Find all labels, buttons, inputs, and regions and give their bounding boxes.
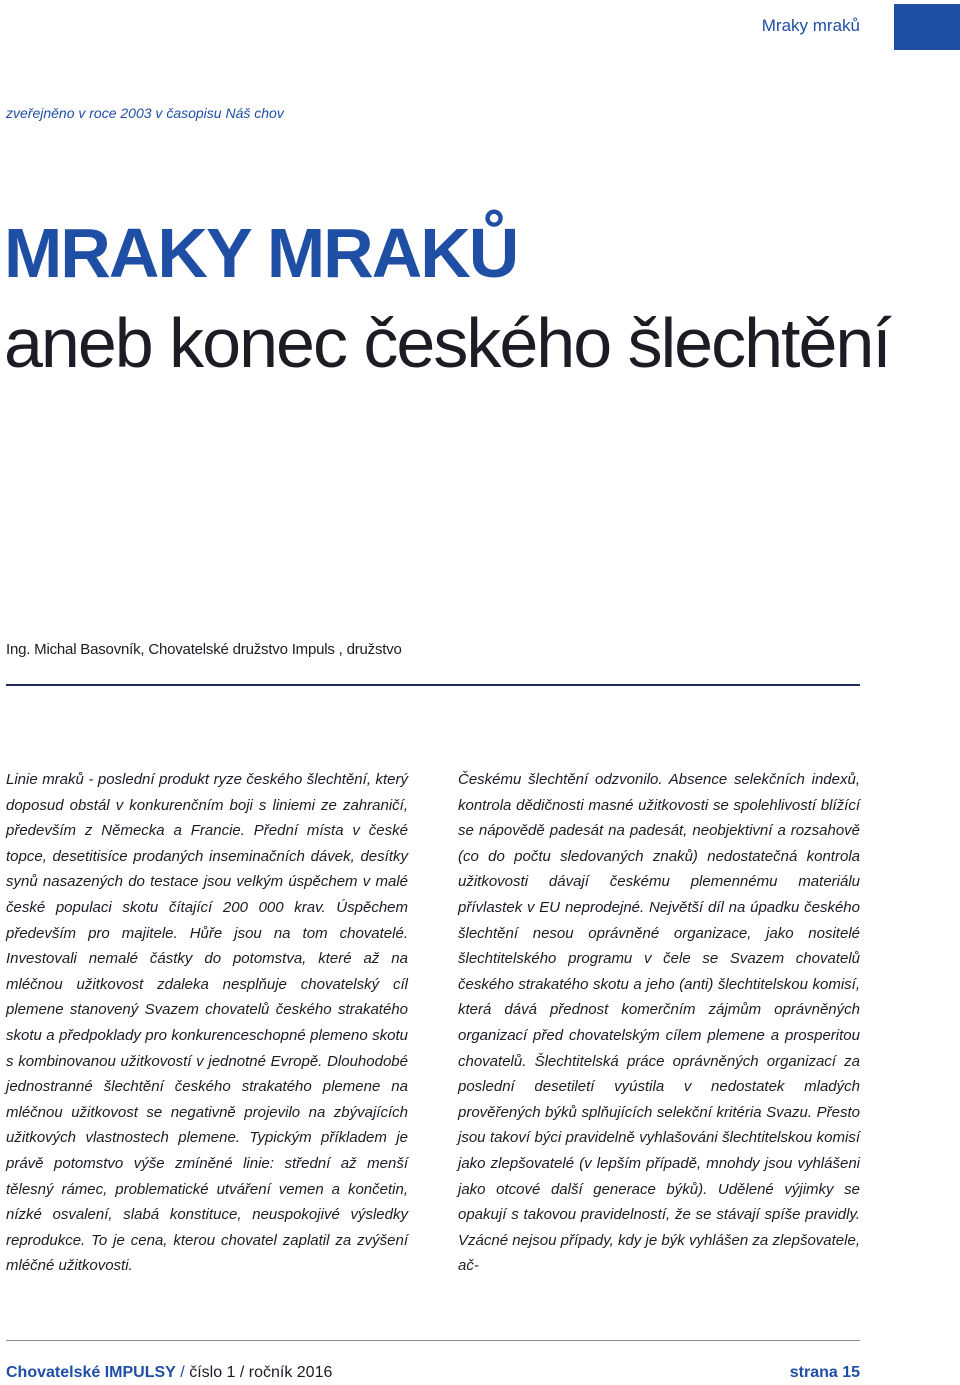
author-line: Ing. Michal Basovník, Chovatelské družstvo Impuls , družstvo (6, 641, 402, 658)
footer-separator: / (180, 1364, 185, 1381)
running-title: Mraky mraků (761, 16, 860, 35)
column-left-text: Linie mraků - poslední produkt ryze českého šlechtění, který doposud obstál v konkurenčním boji s liniemi ze zahraničí, především z Německa a Francie. Přední místa v české topce, desetitisíce prodaných inseminačních dávek, desítky synů nasazených do testace jsou velkým úspěchem v malé české populaci skotu čítající 200 000 krav. Úspěchem především pro majitele. Hůře jsou na tom chovatelé. Investovali nemalé částky do potomstva, které až na mléčnou užitkovost zdaleka nesplňuje chovatelský cíl plemene stanovený Svazem chovatelů českého strakatého skotu a předpoklady pro konkurenceschopné plemeno skotu s kombinovanou užitkovostí v jednotné Evropě. Dlouhodobé jednostranné šlechtění českého strakatého plemene na mléčnou užitkovost se negativně projevilo na zbývajících užitkových vlastnostech plemene. Typickým příkladem je právě potomstvo výše zmíněné linie: střední až menší tělesný rámec, problematické utváření vemen a končetin, nízké osvalení, slabá konstituce, neuspokojivé výsledky reprodukce. To je cena, kterou chovatel zaplatil za zvýšení mléčné užitkovosti. (6, 771, 408, 1275)
title-line-1: MRAKY MRAKŮ (4, 214, 518, 292)
header-accent-block (894, 4, 960, 50)
divider (6, 684, 860, 686)
footer-magazine-info (6, 1364, 332, 1382)
column-left (6, 767, 408, 1279)
column-right (458, 767, 860, 1279)
title-line-2: aneb konec českého šlechtění (4, 304, 890, 382)
issue-info: číslo 1 / ročník 2016 (189, 1364, 333, 1381)
column-right-text: Českému šlechtění odzvonilo. Absence selekčních indexů, kontrola dědičnosti masné užitkovosti se spolehlivostí blížící se nápovědě padesát na padesát, neobjektivní a rozsahově (co do počtu sledovaných znaků) nedostatečná kontrola užitkovosti dávají českému plemennému materiálu přívlastek v EU neprodejné. Největší díl na úpadku českého šlechtění nesou oprávněné organizace, jako nositelé šlechtitelského programu v čele se Svazem chovatelů českého strakatého skotu a jeho (anti) šlechtitelskou komisí, která dává přednost komerčním zájmům oprávněných organizací před chovatelským cílem plemene a prosperitou chovatelů. Šlechtitelská práce oprávněných organizací za poslední desetiletí vyústila v nedostatek mladých prověřených býků splňujících selekční kritéria Svazu. Přesto jsou takoví býci pravidelně vyhlašováni šlechtitelskou komisí jako zlepšovatelé (v lepším případě, mnohdy jsou vyhlášeni jako otcové další generace býků). Udělené výjimky se opakují s takovou pravidelností, že se stávají spíše pravidly. Vzácné nejsou případy, kdy je býk vyhlášen za zlepšovatele, ač- (458, 771, 860, 1275)
publication-note: zveřejněno v roce 2003 v časopisu Náš chov (6, 105, 284, 121)
article-title (4, 208, 904, 388)
footer-divider (6, 1340, 860, 1341)
page-number: strana 15 (789, 1364, 860, 1381)
magazine-name: Chovatelské IMPULSY (6, 1364, 176, 1381)
